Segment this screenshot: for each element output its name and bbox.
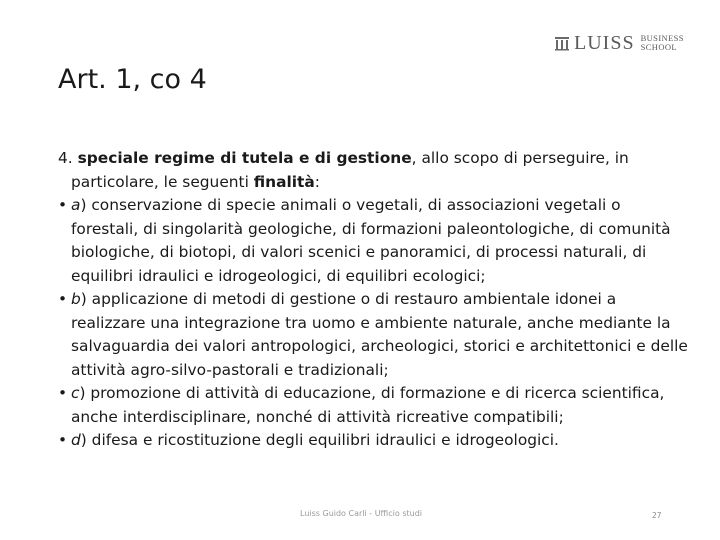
item-letter: c [71,384,80,402]
list-item-b [58,288,690,382]
item-text: ) difesa e ricostituzione degli equilibri idraulici e idrogeologici. [80,431,559,449]
item-letter: a [71,196,81,214]
intro-bold-finalita: finalità [253,172,315,191]
item-text: ) applicazione di metodi di gestione o di restauro ambientale idonei a realizzare una integrazione tra uomo e ambiente naturale, anche mediante la salvaguardia dei valori antropologici, archeologici, storici e architettonici e delle attività agro-silvo-pastorali e tradizionali; [71,290,688,379]
slide-body [58,147,690,453]
building-icon [554,35,570,51]
list-item-d [58,429,690,453]
logo-subtitle-line2: SCHOOL [640,42,677,52]
luiss-logo [554,32,684,54]
intro-paragraph [58,147,690,194]
bullet-icon: • [58,196,68,214]
slide-title: Art. 1, co 4 [58,64,207,95]
logo-subtitle [641,34,684,52]
item-text: ) promozione di attività di educazione, di formazione e di ricerca scientifica, anche interdisciplinare, nonché di attività ricreative compatibili; [71,384,665,426]
bullet-icon: • [58,290,68,308]
item-letter: b [71,290,81,308]
intro-colon: : [314,172,320,191]
item-text: ) conservazione di specie animali o vegetali, di associazioni vegetali o forestali, di singolarità geologiche, di formazioni paleontologiche, di comunità biologiche, di biotopi, di valori scenici e panoramici, di processi naturali, di equilibri idraulici e idrogeologici, di equilibri ecologici; [71,196,671,285]
list-item-a [58,194,690,288]
page-number: 27 [652,511,662,520]
item-letter: d [71,431,81,449]
logo-wordmark: LUISS [574,32,635,54]
intro-bold-phrase: speciale regime di tutela e di gestione [77,149,412,167]
list-item-c [58,382,690,429]
bullet-icon: • [58,431,68,449]
logo-subtitle-line1: BUSINESS [640,33,684,43]
bullet-icon: • [58,384,68,402]
intro-number: 4. [58,149,73,167]
intro-text: , allo scopo di perseguire, in particolare, le seguenti [71,149,629,191]
footer-text: Luiss Guido Carli - Ufficio studi [300,509,423,518]
